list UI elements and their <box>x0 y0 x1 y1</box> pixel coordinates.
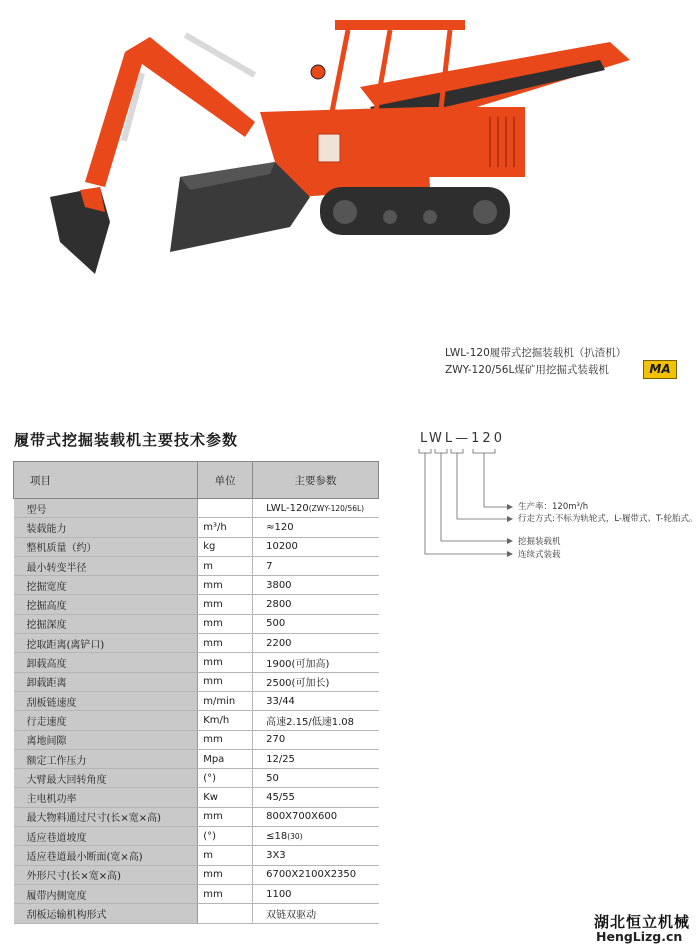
table-row <box>14 595 379 614</box>
table-row <box>14 499 379 518</box>
row-item: 适应巷道坡度 <box>14 827 198 846</box>
row-value <box>253 730 379 749</box>
row-value <box>253 595 379 614</box>
row-item: 刮板链速度 <box>14 691 198 710</box>
row-unit: m <box>198 556 253 575</box>
row-value-text: 270 <box>266 734 286 746</box>
table-row <box>14 846 379 865</box>
row-unit <box>198 499 253 518</box>
row-unit: mm <box>198 884 253 903</box>
row-value-text: 6700X2100X2350 <box>266 869 357 881</box>
row-value-text: 45/55 <box>266 792 295 804</box>
row-item: 最小转变半径 <box>14 556 198 575</box>
row-value <box>253 904 379 923</box>
brand-url: HengLizg.cn <box>596 929 683 944</box>
stick-arm <box>85 37 150 187</box>
caption-line-2: ZWY-120/56L煤矿用挖掘式装载机 <box>445 364 609 376</box>
row-unit: mm <box>198 653 253 672</box>
row-unit: mm <box>198 595 253 614</box>
table-row <box>14 904 379 923</box>
row-value <box>253 537 379 556</box>
table-row <box>14 653 379 672</box>
row-value-note: (30) <box>287 831 303 841</box>
row-unit: mm <box>198 634 253 653</box>
row-value-text: 2800 <box>266 599 292 611</box>
row-item: 适应巷道最小断面(宽×高) <box>14 846 198 865</box>
table-row <box>14 749 379 768</box>
spec-table-body <box>14 499 379 924</box>
model-code-brackets <box>415 447 525 562</box>
row-value-text: 12/25 <box>266 753 295 765</box>
row-value-text: 3X3 <box>266 849 286 861</box>
header-unit: 单位 <box>198 462 253 499</box>
row-item: 挖掘深度 <box>14 614 198 633</box>
row-item: 外形尺寸(长×宽×高) <box>14 865 198 884</box>
canopy-roof <box>335 20 465 30</box>
row-unit: Km/h <box>198 711 253 730</box>
table-row <box>14 576 379 595</box>
row-value-text: 2200 <box>266 637 292 649</box>
row-value <box>253 884 379 903</box>
row-value <box>253 807 379 826</box>
row-item: 额定工作压力 <box>14 749 198 768</box>
row-unit: mm <box>198 730 253 749</box>
row-value-text: ≤18 <box>266 830 288 842</box>
table-row <box>14 537 379 556</box>
header-item: 项目 <box>14 462 198 499</box>
row-value <box>253 499 379 518</box>
table-row <box>14 827 379 846</box>
row-unit: m/min <box>198 691 253 710</box>
row-value-text: 800X700X600 <box>266 811 338 823</box>
row-unit: Kw <box>198 788 253 807</box>
table-row <box>14 691 379 710</box>
row-item: 主电机功率 <box>14 788 198 807</box>
table-row <box>14 672 379 691</box>
header-value: 主要参数 <box>253 462 379 499</box>
row-unit: mm <box>198 865 253 884</box>
crawler-loader-illustration <box>30 12 640 297</box>
row-value <box>253 846 379 865</box>
row-unit <box>198 904 253 923</box>
table-row <box>14 614 379 633</box>
row-item: 装载能力 <box>14 518 198 537</box>
row-unit: mm <box>198 576 253 595</box>
row-item: 最大物料通过尺寸(长×宽×高) <box>14 807 198 826</box>
row-item: 挖掘宽度 <box>14 576 198 595</box>
row-item: 行走速度 <box>14 711 198 730</box>
row-value-text: 50 <box>266 772 279 784</box>
row-value-text: 33/44 <box>266 695 295 707</box>
row-item: 挖取距离(离铲口) <box>14 634 198 653</box>
model-code: LWL—120 <box>420 431 505 446</box>
row-value <box>253 614 379 633</box>
table-row <box>14 518 379 537</box>
engine-housing <box>425 107 525 177</box>
table-row <box>14 730 379 749</box>
row-value <box>253 556 379 575</box>
row-value-text: 高速2.15/低速1.08 <box>266 716 354 728</box>
table-row <box>14 769 379 788</box>
legend-continuous-loading: 连续式装载 <box>518 550 561 560</box>
row-value-note: (ZWY-120/56L) <box>308 503 365 513</box>
machine-plate: ZWY-120/56L <box>500 47 540 54</box>
section-title: 履带式挖掘装载机主要技术参数 <box>14 431 239 449</box>
table-row <box>14 556 379 575</box>
row-unit: Mpa <box>198 749 253 768</box>
row-value-text: 500 <box>266 618 286 630</box>
warning-plate <box>318 134 340 162</box>
row-unit: m <box>198 846 253 865</box>
table-row <box>14 807 379 826</box>
row-value-text: 3800 <box>266 579 292 591</box>
row-value <box>253 827 379 846</box>
ma-safety-mark-icon: MA <box>643 360 677 379</box>
row-value <box>253 653 379 672</box>
table-row <box>14 634 379 653</box>
row-value <box>253 711 379 730</box>
row-value-text: 2500(可加长) <box>266 678 330 690</box>
legend-excavator-loader: 挖掘装载机 <box>518 537 561 547</box>
row-value-text: 双链双驱动 <box>266 909 317 921</box>
row-item: 卸载高度 <box>14 653 198 672</box>
row-item: 离地间隙 <box>14 730 198 749</box>
row-item: 履带内侧宽度 <box>14 884 198 903</box>
row-value <box>253 576 379 595</box>
row-value-text: LWL-120 <box>266 502 309 514</box>
row-value <box>253 518 379 537</box>
row-unit: (°) <box>198 769 253 788</box>
row-unit: mm <box>198 614 253 633</box>
legend-travel-mode: 行走方式:不标为轨轮式，L-履带式、T-轮胎式。 <box>518 514 698 524</box>
row-value <box>253 788 379 807</box>
row-item: 大臂最大回转角度 <box>14 769 198 788</box>
row-item: 挖掘高度 <box>14 595 198 614</box>
row-value <box>253 749 379 768</box>
headlamp <box>311 65 325 79</box>
row-value <box>253 769 379 788</box>
table-row <box>14 865 379 884</box>
row-value-text: 10200 <box>266 541 298 553</box>
row-value-text: ≈120 <box>266 521 294 533</box>
table-header-row <box>14 462 379 499</box>
row-value <box>253 634 379 653</box>
row-unit: kg <box>198 537 253 556</box>
row-item: 刮板运输机构形式 <box>14 904 198 923</box>
row-value <box>253 691 379 710</box>
row-value <box>253 865 379 884</box>
row-value-text: 7 <box>266 560 273 572</box>
caption-line-1: LWL-120履带式挖掘装载机（扒渣机） <box>445 347 627 359</box>
brand-name: 湖北恒立机械 <box>594 913 691 931</box>
row-unit: mm <box>198 807 253 826</box>
row-value-text: 1100 <box>266 888 292 900</box>
row-item: 型号 <box>14 499 198 518</box>
row-item: 整机质量（约） <box>14 537 198 556</box>
row-item: 卸载距离 <box>14 672 198 691</box>
table-row <box>14 884 379 903</box>
row-value <box>253 672 379 691</box>
spec-table <box>13 461 379 924</box>
product-caption <box>445 345 626 379</box>
row-unit: m³/h <box>198 518 253 537</box>
table-row <box>14 788 379 807</box>
row-unit: (°) <box>198 827 253 846</box>
row-unit: mm <box>198 672 253 691</box>
row-value-text: 1900(可加高) <box>266 659 330 671</box>
table-row <box>14 711 379 730</box>
legend-production-rate: 生产率：120m³/h <box>518 502 589 512</box>
